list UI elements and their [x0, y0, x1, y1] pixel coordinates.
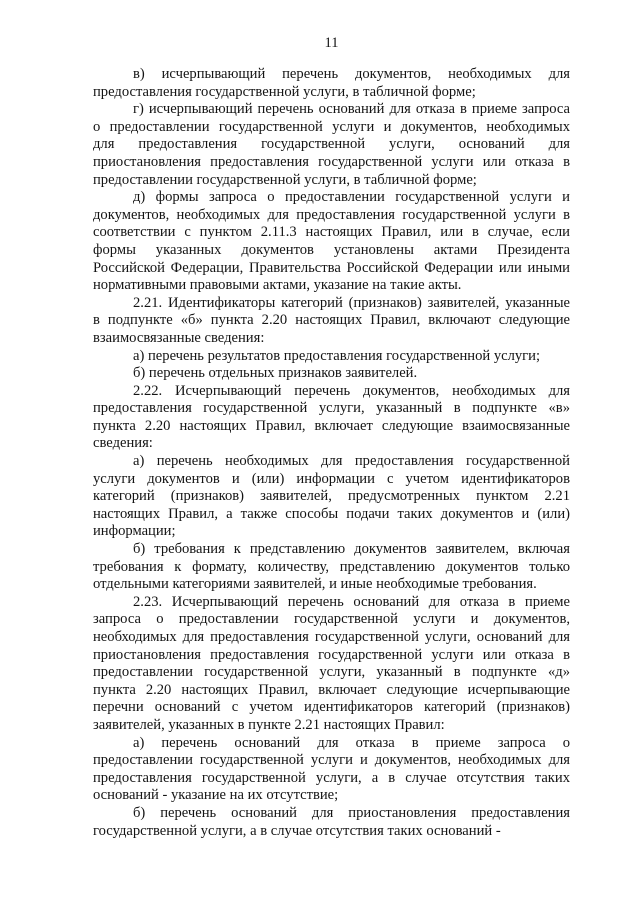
text-line: 2.21. Идентификаторы категорий (признаков) заявителей, указанные: [133, 294, 570, 311]
paragraph: [93, 66, 570, 101]
text-line: 2.23. Исчерпывающий перечень оснований для отказа в приеме: [133, 593, 570, 610]
text-line: д) формы запроса о предоставлении государственной услуги и: [133, 189, 570, 206]
text-line: услуги документов и (или) информации с учетом идентификаторов: [93, 470, 570, 487]
paragraph: [93, 101, 570, 189]
text-line: б) требования к представлению документов заявителем, включая: [133, 541, 570, 558]
text-line: приостановления предоставления государственной услуги или отказа в: [93, 646, 570, 663]
paragraph: [93, 594, 570, 735]
paragraph: [93, 365, 570, 383]
text-line: отдельными категориями заявителей, и иные необходимые требования.: [93, 576, 537, 593]
paragraph: [93, 348, 570, 366]
text-line: а) перечень необходимых для предоставления государственной: [133, 453, 570, 470]
text-line: перечни оснований с учетом идентификаторов категорий (признаков): [93, 699, 570, 716]
text-line: предоставлении государственной услуги и документов, необходимых для: [93, 752, 570, 769]
paragraph: [93, 541, 570, 594]
text-line: оснований - указание на их отсутствие;: [93, 787, 339, 804]
text-line: взаимосвязанные сведения:: [93, 329, 265, 346]
text-line: предоставления государственной услуги, а в случае отсутствия таких: [93, 769, 570, 786]
text-line: предоставления государственной услуги, указанный в подпункте «в»: [93, 400, 570, 417]
text-line: категорий (признаков) заявителей, предусмотренных пунктом 2.21: [93, 488, 570, 505]
text-line: а) перечень результатов предоставления государственной услуги;: [133, 347, 541, 364]
paragraph: [93, 189, 570, 295]
paragraph: [93, 453, 570, 541]
text-line: требования к формату, количеству, представлению документов только: [93, 558, 570, 575]
text-line: запроса о предоставлении государственной услуги и документов,: [93, 611, 570, 628]
text-line: настоящих Правил, а также способы подачи таких документов и (или): [93, 505, 570, 522]
paragraph: [93, 735, 570, 805]
text-line: г) исчерпывающий перечень оснований для отказа в приеме запроса: [133, 101, 570, 118]
text-line: приостановления предоставления государственной услуги или отказа в: [93, 153, 570, 170]
text-line: для предоставления государственной услуги, оснований для: [93, 136, 570, 153]
paragraph: [93, 295, 570, 348]
text-line: необходимых для предоставления государственной услуги, оснований для: [93, 629, 570, 645]
page-number: 11: [324, 35, 339, 51]
text-line: нормативными правовыми актами, указание на такие акты.: [93, 277, 462, 294]
text-line: предоставления государственной услуги, в табличной форме;: [93, 83, 476, 100]
text-line: б) перечень отдельных признаков заявителей.: [133, 365, 418, 382]
text-line: документов, необходимых для предоставления государственной услуги в: [93, 206, 570, 223]
paragraph: [93, 383, 570, 453]
text-line: б) перечень оснований для приостановления предоставления: [133, 804, 570, 821]
text-line: 2.22. Исчерпывающий перечень документов, необходимых для: [133, 382, 570, 399]
text-line: формы указанных документов установлены актами Президента: [93, 241, 570, 258]
text-line: в) исчерпывающий перечень документов, необходимых для: [133, 66, 570, 82]
text-line: а) перечень оснований для отказа в приеме запроса о: [133, 734, 570, 751]
text-line: в подпункте «б» пункта 2.20 настоящих Правил, включают следующие: [93, 312, 570, 329]
paragraph: [93, 805, 570, 840]
text-line: информации;: [93, 523, 176, 540]
text-block: [93, 66, 570, 840]
text-line: соответствии с пунктом 2.11.3 настоящих Правил, или в случае, если: [93, 224, 570, 241]
text-line: Российской Федерации, Правительства Российской Федерации или иными: [93, 259, 570, 276]
text-line: о предоставлении государственной услуги и документов, необходимых: [93, 118, 570, 135]
text-line: предоставлении государственной услуги, в табличной форме;: [93, 171, 477, 188]
text-line: сведения:: [93, 435, 153, 452]
text-line: заявителей, указанных в пункте 2.21 настоящих Правил:: [93, 716, 445, 733]
text-line: предоставлении государственной услуги, указанный в подпункте «д»: [93, 664, 570, 681]
text-line: пункта 2.20 настоящих Правил, включает следующие исчерпывающие: [93, 681, 570, 698]
text-line: пункта 2.20 настоящих Правил, включает следующие взаимосвязанные: [93, 417, 570, 434]
text-line: государственной услуги, а в случае отсутствия таких оснований -: [93, 822, 501, 839]
